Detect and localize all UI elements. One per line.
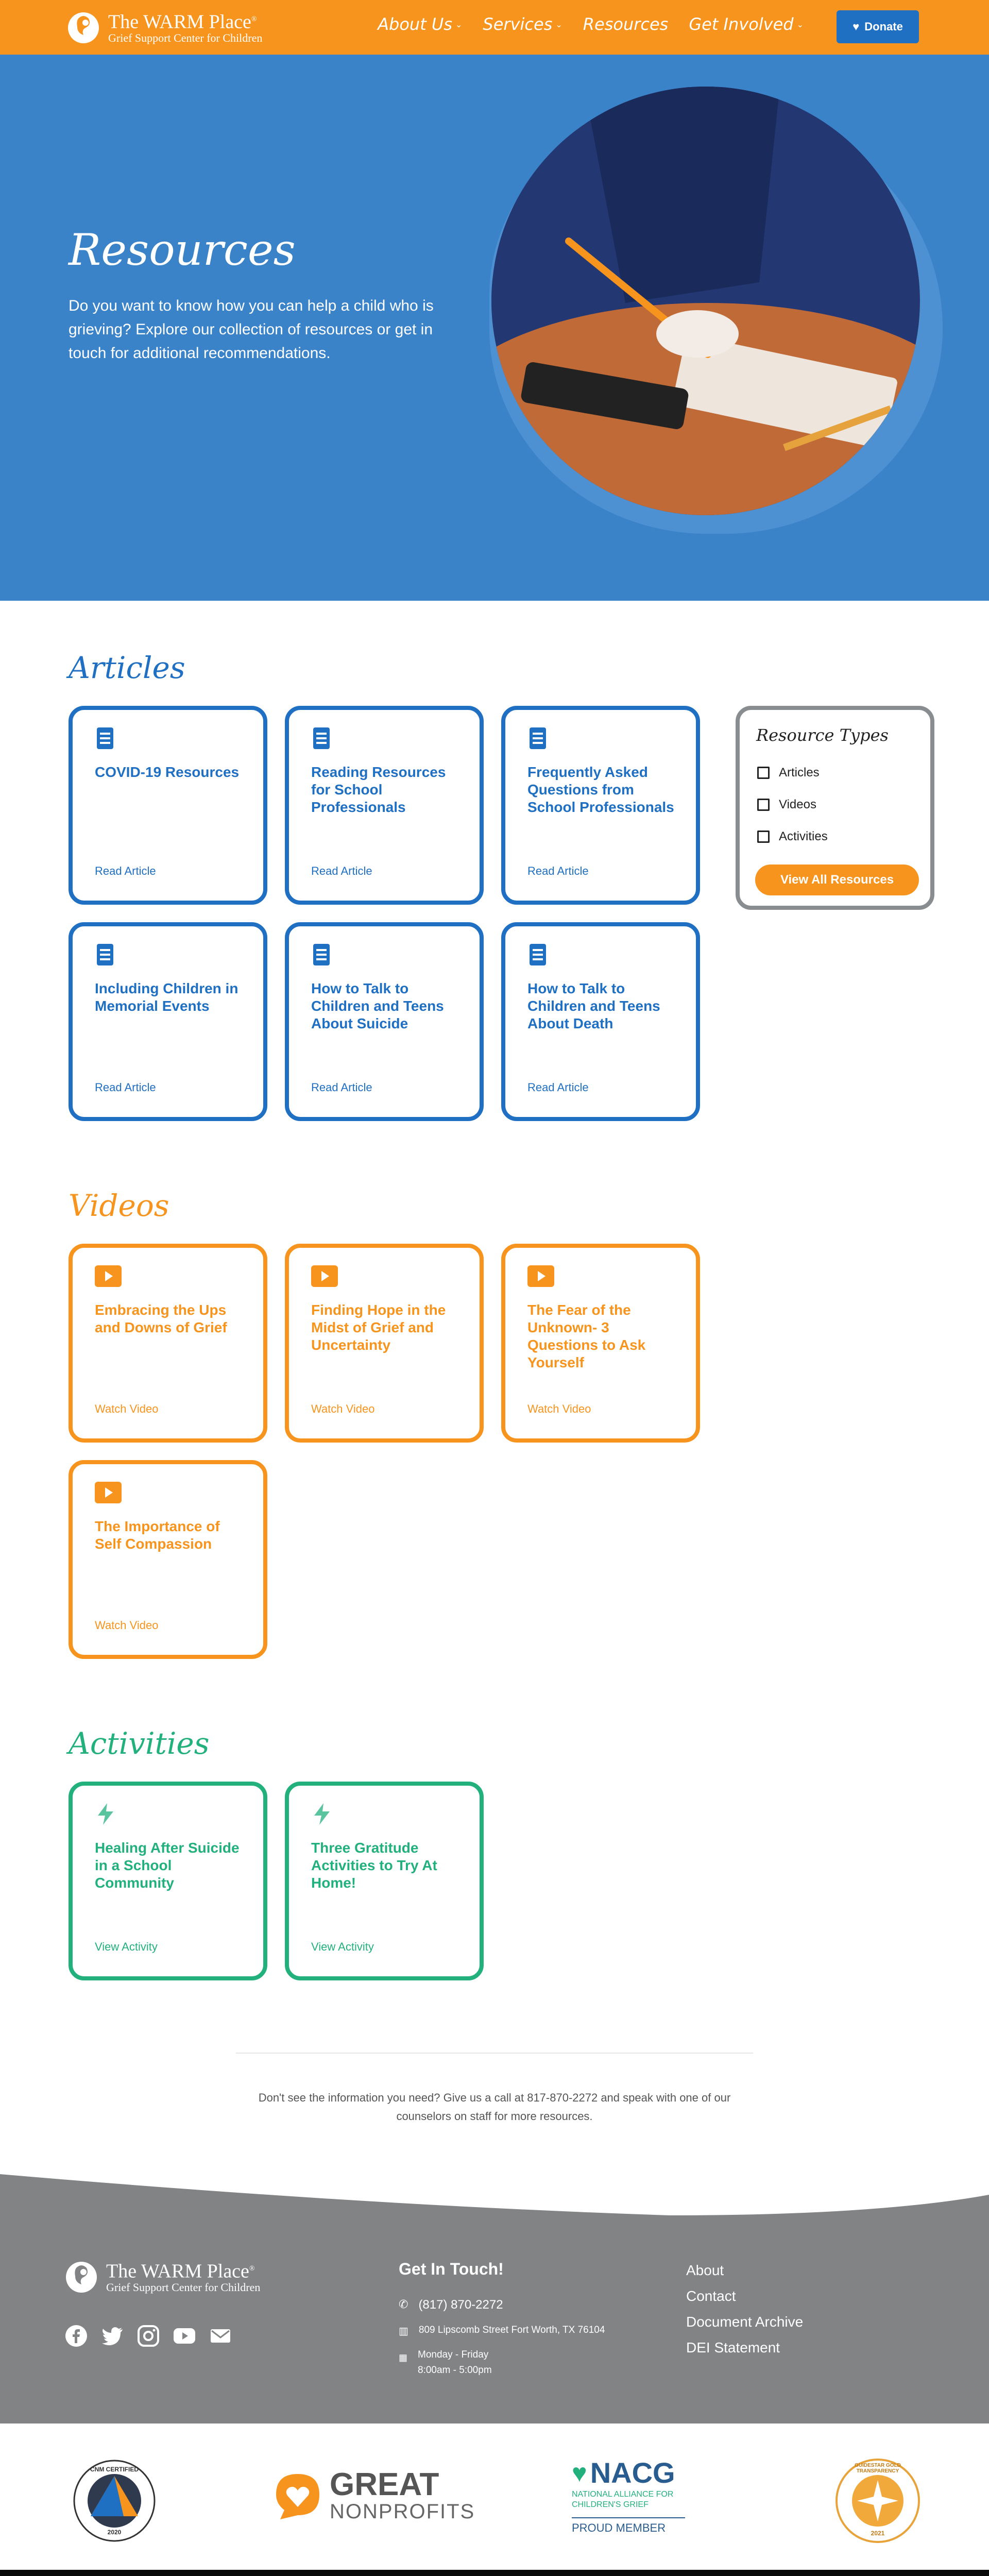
footer-phone[interactable]: ✆ (817) 870-2272	[399, 2298, 503, 2312]
menu-about-us[interactable]: About Us ⌄	[378, 14, 463, 34]
footer-address[interactable]: ▥ 809 Lipscomb Street Fort Worth, TX 76104	[399, 2325, 605, 2337]
card-title: The Importance of Self Compassion	[95, 1518, 220, 1552]
document-icon	[527, 944, 549, 965]
article-card[interactable]	[501, 706, 700, 905]
document-icon	[311, 944, 333, 965]
logo-title: The WARM Place®	[108, 11, 257, 33]
play-icon	[527, 1265, 554, 1287]
view-activity-link[interactable]: View Activity	[311, 1940, 374, 1953]
map-icon: ▥	[399, 2326, 408, 2337]
activity-card[interactable]	[69, 1782, 267, 1980]
articles-heading: Articles	[69, 650, 185, 685]
read-article-link[interactable]: Read Article	[527, 865, 589, 877]
card-title: Including Children in Memorial Events	[95, 980, 238, 1014]
read-article-link[interactable]: Read Article	[527, 1081, 589, 1094]
watch-video-link[interactable]: Watch Video	[95, 1619, 159, 1632]
filter-title: Resource Types	[756, 725, 889, 745]
video-card[interactable]	[69, 1244, 267, 1443]
video-card[interactable]	[501, 1244, 700, 1443]
footer-link-contact[interactable]: Contact	[686, 2288, 736, 2304]
child-drawing-image	[491, 87, 920, 515]
cnm-certified-badge[interactable]: CNM CERTIFIED 2020	[72, 2459, 157, 2543]
card-title: Finding Hope in the Midst of Grief and Uncertainty	[311, 1302, 446, 1353]
bolt-icon	[95, 1803, 116, 1825]
footer-logo-title: The WARM Place®	[106, 2260, 255, 2282]
chevron-down-icon: ⌄	[455, 19, 463, 29]
youtube-icon[interactable]	[173, 2325, 196, 2347]
card-title: Three Gratitude Activities to Try At Home!	[311, 1840, 437, 1891]
footer	[0, 2174, 989, 2427]
footer-hours: ▦ Monday - Friday 8:00am - 5:00pm	[399, 2349, 492, 2376]
speech-heart-icon	[273, 2471, 322, 2520]
hero-photo	[491, 87, 920, 515]
main-menu	[378, 14, 804, 34]
phone-icon: ✆	[399, 2298, 408, 2311]
social-links	[65, 2325, 232, 2347]
read-article-link[interactable]: Read Article	[311, 1081, 372, 1094]
videos-heading: Videos	[69, 1188, 169, 1223]
filter-option-activities[interactable]: Activities	[757, 829, 828, 844]
view-activity-link[interactable]: View Activity	[95, 1940, 158, 1953]
play-icon	[95, 1482, 122, 1503]
great-nonprofits-badge[interactable]: GREAT NONPROFITS	[273, 2469, 475, 2522]
article-card[interactable]	[285, 922, 484, 1121]
bolt-icon	[311, 1803, 333, 1825]
checkbox[interactable]	[757, 767, 770, 779]
guidestar-badge[interactable]: GUIDESTAR GOLD TRANSPARENCY 2021	[834, 2458, 921, 2544]
read-article-link[interactable]: Read Article	[95, 865, 156, 877]
card-title: COVID-19 Resources	[95, 764, 240, 780]
chevron-down-icon: ⌄	[796, 19, 804, 29]
logo-mark-icon	[66, 7, 101, 46]
partner-badges	[0, 2424, 989, 2570]
logo-mark-icon	[64, 2257, 99, 2296]
twitter-icon[interactable]	[101, 2325, 124, 2347]
article-card[interactable]	[69, 706, 267, 905]
footer-link-document-archive[interactable]: Document Archive	[686, 2314, 804, 2330]
watch-video-link[interactable]: Watch Video	[527, 1402, 591, 1415]
activity-card[interactable]	[285, 1782, 484, 1980]
article-card[interactable]	[501, 922, 700, 1121]
nacg-badge[interactable]: ♥ NACG NATIONAL ALLIANCE FOR CHILDREN'S GRIEF PROUD MEMBER	[572, 2459, 685, 2535]
document-icon	[95, 944, 116, 965]
logo-subtitle: Grief Support Center for Children	[108, 31, 263, 45]
card-title: Healing After Suicide in a School Community	[95, 1840, 240, 1891]
site-logo[interactable]	[66, 7, 262, 46]
hero-description: Do you want to know how you can help a child who is grieving? Explore our collection of resources or get in touch for additional recommendations.	[69, 297, 434, 362]
checkbox[interactable]	[757, 799, 770, 811]
article-card[interactable]	[69, 922, 267, 1121]
watch-video-link[interactable]: Watch Video	[95, 1402, 159, 1415]
activities-heading: Activities	[69, 1726, 210, 1761]
document-icon	[95, 727, 116, 749]
card-title: How to Talk to Children and Teens About Death	[527, 980, 660, 1031]
card-title: Reading Resources for School Professionals	[311, 764, 446, 815]
checkbox[interactable]	[757, 831, 770, 843]
heart-icon: ♥	[572, 2459, 587, 2487]
card-title: How to Talk to Children and Teens About Suicide	[311, 980, 444, 1031]
chevron-down-icon: ⌄	[555, 19, 562, 29]
watch-video-link[interactable]: Watch Video	[311, 1402, 375, 1415]
calendar-icon: ▦	[399, 2352, 408, 2363]
footer-logo[interactable]	[64, 2257, 260, 2296]
video-card[interactable]	[285, 1244, 484, 1443]
card-title: Embracing the Ups and Downs of Grief	[95, 1302, 227, 1335]
menu-services[interactable]: Services ⌄	[483, 14, 562, 34]
read-article-link[interactable]: Read Article	[95, 1081, 156, 1094]
card-title: Frequently Asked Questions from School Professionals	[527, 764, 674, 815]
heart-icon: ♥	[852, 20, 860, 33]
get-in-touch-heading: Get In Touch!	[399, 2260, 504, 2278]
card-title: The Fear of the Unknown- 3 Questions to Ask Yourself	[527, 1302, 646, 1370]
instagram-icon[interactable]	[137, 2325, 160, 2347]
copyright-bar	[0, 2570, 989, 2576]
document-icon	[311, 727, 333, 749]
footer-link-about[interactable]: About	[686, 2262, 724, 2278]
section-divider	[236, 2053, 753, 2054]
top-navigation	[0, 0, 989, 55]
document-icon	[527, 727, 549, 749]
video-card[interactable]	[69, 1460, 267, 1659]
filter-option-articles[interactable]: Articles	[757, 766, 820, 780]
footer-link-dei-statement[interactable]: DEI Statement	[686, 2340, 780, 2355]
view-all-resources-button[interactable]: View All Resources	[755, 865, 919, 895]
footer-links	[686, 2262, 803, 2357]
menu-get-involved[interactable]: Get Involved ⌄	[689, 14, 804, 34]
play-icon	[311, 1265, 338, 1287]
page-title: Resources	[69, 225, 296, 275]
article-card[interactable]	[285, 706, 484, 905]
facebook-icon[interactable]	[65, 2325, 88, 2347]
play-icon	[95, 1265, 122, 1287]
menu-resources[interactable]: Resources	[583, 14, 669, 34]
resource-type-filter	[736, 706, 934, 910]
filter-option-videos[interactable]: Videos	[757, 798, 816, 812]
donate-button[interactable]: ♥ Donate	[837, 10, 919, 43]
hero-section	[0, 55, 989, 601]
read-article-link[interactable]: Read Article	[311, 865, 372, 877]
footer-logo-subtitle: Grief Support Center for Children	[106, 2281, 261, 2294]
email-icon[interactable]	[209, 2325, 232, 2347]
help-text: Don't see the information you need? Give us a call at 817-870-2272 and speak with one of our counselors on staff for more resources.	[258, 2091, 731, 2123]
